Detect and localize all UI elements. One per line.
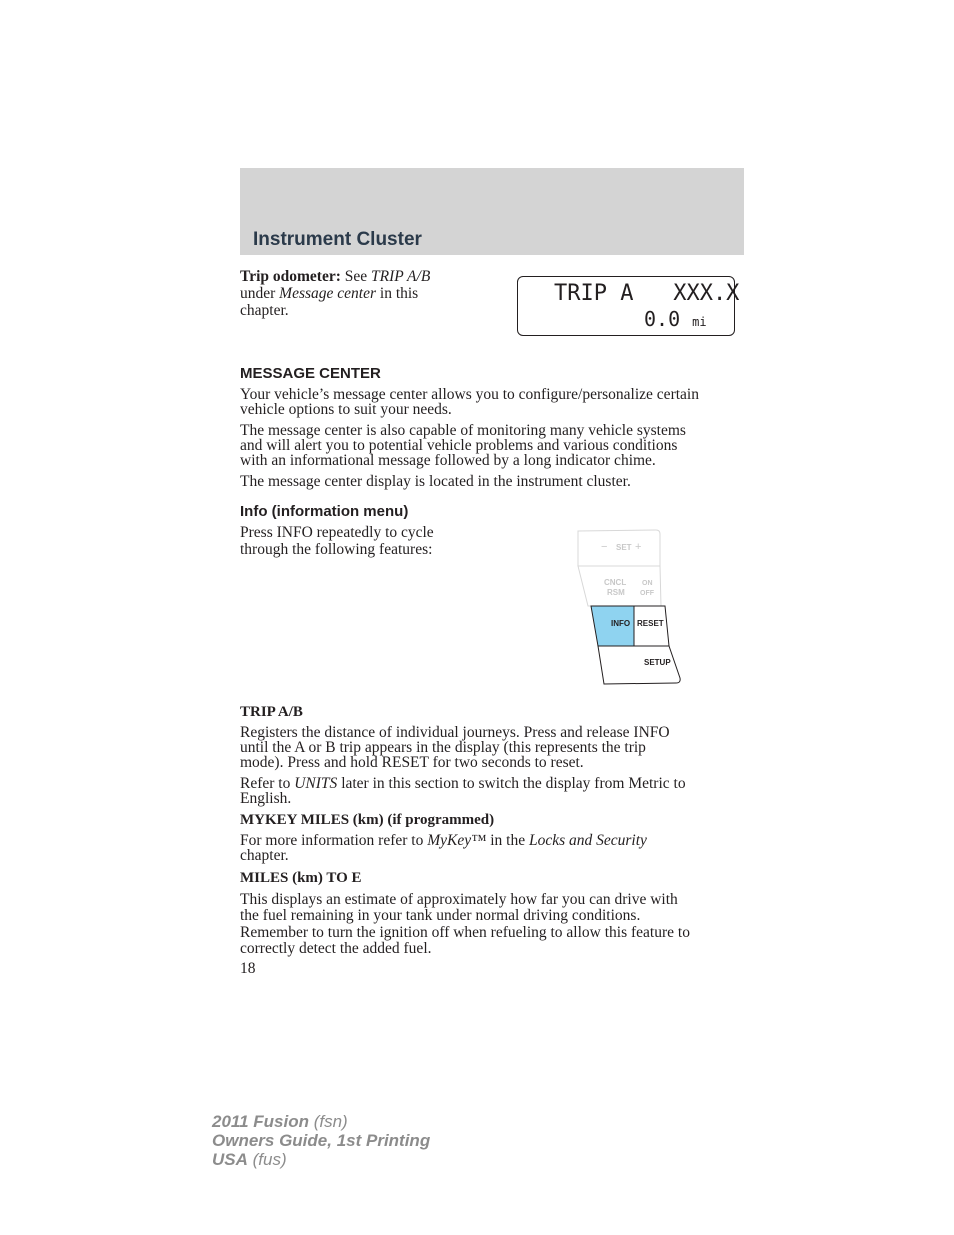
trip-odometer-line1: Trip odometer: See TRIP A/B: [240, 268, 431, 285]
trip-ab-p1-line3: mode). Press and hold RESET for two seconds to reset.: [240, 754, 584, 771]
trip-ab-p1-line1: Registers the distance of individual journeys. Press and release INFO: [240, 724, 670, 741]
lcd-unit: mi: [692, 315, 707, 329]
miles-to-e-p2-line2: correctly detect the added fuel.: [240, 940, 432, 957]
page-number: 18: [240, 960, 256, 977]
cncl-label: CNCL: [604, 578, 627, 587]
on-label: ON: [642, 580, 653, 587]
mc-p1-line2: vehicle options to suit your needs.: [240, 401, 452, 418]
lcd-line2: [644, 307, 707, 331]
mykey-line2: chapter.: [240, 847, 289, 864]
rsm-label: RSM: [607, 588, 625, 597]
set-minus-icon: −: [601, 541, 608, 553]
info-p1-line2: through the following features:: [240, 541, 433, 558]
footer-line1: 2011 Fusion (fsn): [212, 1112, 348, 1131]
trip-odometer-label: Trip odometer:: [240, 268, 341, 285]
lcd-line1: TRIP A XXX.X: [554, 281, 740, 306]
section-title: Instrument Cluster: [253, 229, 422, 250]
set-label: SET: [616, 543, 632, 552]
reset-label: RESET: [637, 619, 664, 628]
trip-lcd-display: [517, 276, 740, 336]
message-center-heading: MESSAGE CENTER: [240, 365, 381, 382]
miles-to-e-p1-line1: This displays an estimate of approximately how far you can drive with: [240, 891, 678, 908]
miles-to-e-p2-line1: Remember to turn the ignition off when refueling to allow this feature to: [240, 924, 690, 941]
set-plus-icon: +: [635, 541, 642, 553]
mykey-line1: For more information refer to MyKey™ in the Locks and Security: [240, 832, 647, 849]
mc-p1-line1: Your vehicle’s message center allows you to configure/personalize certain: [240, 386, 699, 403]
trip-ab-heading: TRIP A/B: [240, 704, 303, 720]
footer-line2: Owners Guide, 1st Printing: [212, 1131, 431, 1150]
miles-to-e-p1-line2: the fuel remaining in your tank under normal driving conditions.: [240, 907, 641, 924]
mc-p3: The message center display is located in the instrument cluster.: [240, 473, 631, 490]
mykey-heading: MYKEY MILES (km) (if programmed): [240, 812, 495, 828]
trip-odometer-line3: chapter.: [240, 302, 289, 319]
footer-line3: USA (fus): [212, 1150, 287, 1169]
trip-ab-p2-line1: Refer to UNITS later in this section to switch the display from Metric to: [240, 775, 686, 792]
mc-p2-line1: The message center is also capable of monitoring many vehicle systems: [240, 422, 686, 439]
off-label: OFF: [640, 590, 654, 597]
info-menu-heading: Info (information menu): [240, 503, 409, 520]
miles-to-e-heading: MILES (km) TO E: [240, 870, 362, 886]
setup-label: SETUP: [644, 658, 671, 667]
trip-ab-p2-line2: English.: [240, 790, 292, 807]
info-label: INFO: [611, 619, 631, 628]
mc-p2-line3: with an informational message followed by a long indicator chime.: [240, 452, 656, 469]
steering-button-pad-illustration: [574, 528, 684, 688]
lcd-odometer-value: 0.0: [644, 307, 681, 331]
trip-ab-p1-line2: until the A or B trip appears in the display (this represents the trip: [240, 739, 646, 756]
mc-p2-line2: and will alert you to potential vehicle problems and various conditions: [240, 437, 678, 454]
trip-odometer-line2: under Message center in this: [240, 285, 419, 302]
info-p1-line1: Press INFO repeatedly to cycle: [240, 524, 434, 541]
